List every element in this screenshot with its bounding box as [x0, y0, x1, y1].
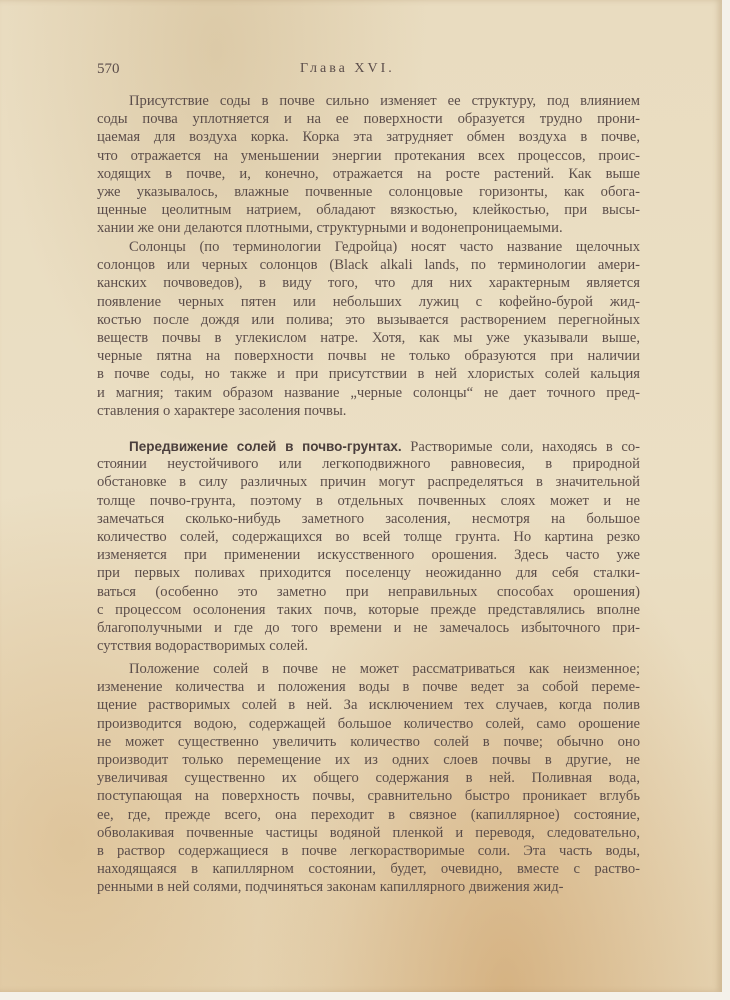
text-line-rest: Растворимые соли, находясь в со-	[410, 439, 641, 455]
text-line: щенные цеолитным натрием, обладают вязкостью, клейкостью, при высы-	[97, 202, 640, 219]
text-line: появление черных пятен или небольших лужиц с кофейно-бурой жид-	[97, 293, 640, 310]
paragraph-solonets	[97, 238, 640, 420]
text-line: количество солей, содержащихся во всей толще грунта. Но картина резко	[97, 528, 640, 545]
text-line: производит только перемещение их из одних слоев почвы в другие, не	[97, 751, 640, 768]
text-line: обволакивая почвенные частицы водяной пленкой и переводя, следовательно,	[97, 824, 640, 841]
paragraph-salt-movement	[97, 438, 640, 656]
text-line: костью после дождя или полива; это вызывается растворением перегнойных	[97, 311, 640, 328]
text-line: стоянии неустойчивого или легкоподвижного равновесия, в природной	[97, 456, 640, 473]
text-line: веществ почвы в углекислом натре. Хотя, как мы уже указывали выше,	[97, 329, 640, 346]
text-line: солонцов или черных солонцов (Black alkali lands, по терминологии амери-	[97, 257, 640, 274]
text-line: в почве соды, но также и при присутствии в ней хлористых солей кальция	[97, 366, 640, 383]
text-line: поступающая на поверхность почвы, сравнительно быстро проникает вглубь	[97, 788, 640, 805]
text-line: сутствия водорастворимых солей.	[97, 638, 309, 655]
text-line: Положение солей в почве не может рассматриваться как неизменное;	[129, 661, 640, 677]
text-line: и магния; таким образом название „черные солонцы“ не дает точного пред-	[97, 384, 640, 401]
text-line: благополучными и где до того времени и не замечалось избыточного при-	[97, 619, 640, 636]
text-line: при первых поливах приходится поселенцу неожиданно для себя сталки-	[97, 565, 640, 582]
text-line: производится водою, содержащей большое количество солей, само орошение	[97, 715, 640, 732]
chapter-title: Глава XVI.	[300, 61, 395, 76]
text-line: канских почвоведов), в виду того, что для них характерным является	[97, 275, 640, 292]
text-line: не может существенно увеличить количество солей в почве; обычно оно	[97, 733, 640, 750]
text-line	[97, 438, 640, 456]
text-line: ставления о характере засоления почвы.	[97, 402, 347, 419]
text-line: щение растворимых солей в ней. За исключением тех случаев, когда полив	[97, 697, 640, 714]
text-line: в раствор содержащиеся в почве легкорастворимые соли. Эта часть воды,	[97, 842, 640, 859]
page-number: 570	[97, 61, 120, 77]
text-line: замечаться сколько-нибудь заметного засоления, несмотря на большое	[97, 510, 640, 527]
paragraph-salt-position	[97, 660, 640, 896]
text-line: обстановке в силу различных причин могут распределяться в значительной	[97, 474, 640, 491]
text-line: изменение количества и положения воды в почве ведет за собой переме-	[97, 679, 640, 696]
text-line: ваться (особенно это заметно при неправильных способах орошения)	[97, 583, 640, 600]
section-heading: Передвижение солей в почво-грунтах.	[129, 439, 402, 454]
text-line: Солонцы (по терминологии Гедройца) носят часто название щелочных	[129, 239, 640, 255]
text-line: черные пятна на поверхности почвы не только образуются при наличии	[97, 348, 640, 365]
text-line: соды почва уплотняется и на ее поверхности образуется трудно прони-	[97, 111, 640, 128]
text-line: уже указывалось, влажные почвенные солонцовые горизонты, как обога-	[97, 183, 640, 200]
text-line: ренными в ней солями, подчиняться законам капиллярного движения жид-	[97, 879, 564, 896]
text-line: Присутствие соды в почве сильно изменяет ее структуру, под влиянием	[129, 93, 640, 109]
text-line: ходящих в почве, и, конечно, отражается на росте растений. Как выше	[97, 165, 640, 182]
text-line: находящаяся в капиллярном состоянии, будет, очевидно, вместе с раство-	[97, 861, 640, 878]
text-line: толще почво-грунта, поэтому в отдельных почвенных слоях может и не	[97, 492, 640, 509]
text-line: цаемая для воздуха корка. Корка эта затрудняет обмен воздуха в почве,	[97, 129, 640, 146]
text-line: ее, где, прежде всего, она переходит в связное (капиллярное) состояние,	[97, 806, 640, 823]
text-line: что отражается на уменьшении энергии протекания всех процессов, проис-	[97, 147, 640, 164]
text-line: хании же они делаются плотными, структурными и водонепроницаемыми.	[97, 220, 563, 237]
text-line: увеличивая существенно их общего содержания в ней. Поливная вода,	[97, 770, 640, 787]
text-line: с процессом осолонения таких почв, которые прежде представлялись вполне	[97, 601, 640, 618]
paragraph-soda-structure	[97, 92, 640, 238]
text-line: изменяется при применении искусственного орошения. Здесь часто уже	[97, 547, 640, 564]
